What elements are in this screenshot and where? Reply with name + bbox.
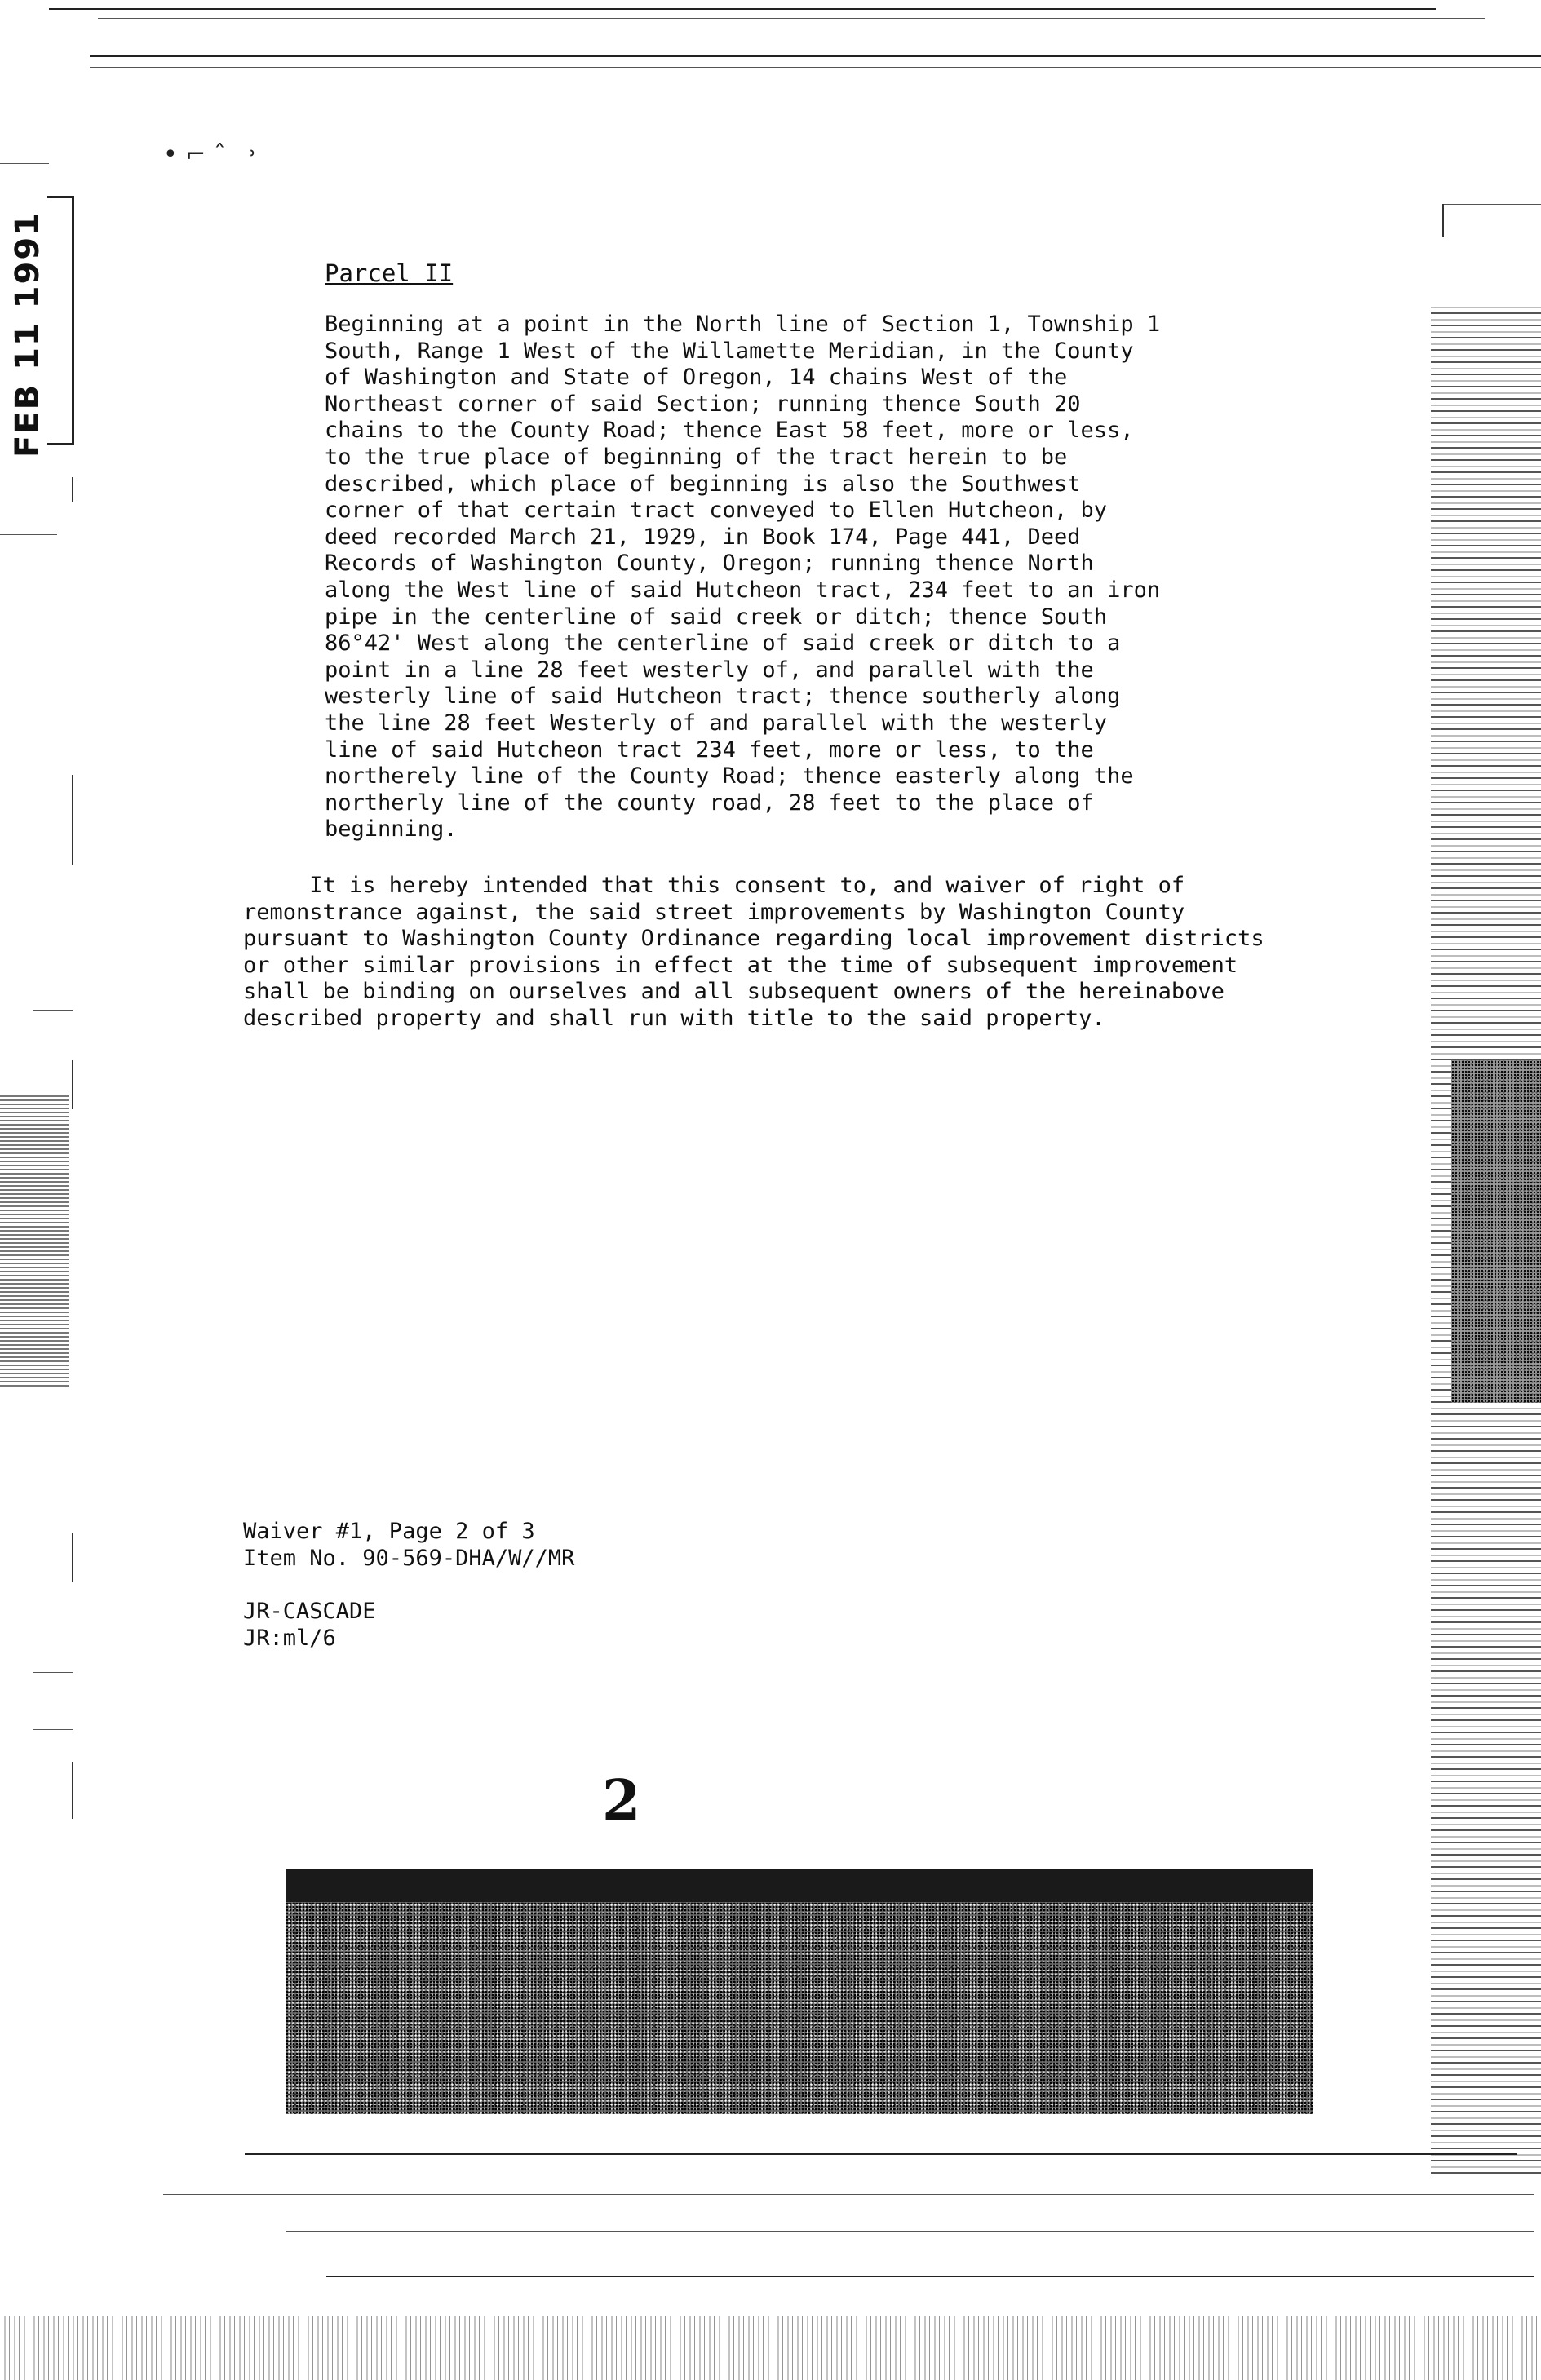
waiver-statement: [243, 873, 1264, 1033]
waiver-line: or other similar provisions in effect at the time of subsequent improvement: [243, 952, 1238, 978]
waiver-line: described property and shall run with title to the said property.: [243, 1005, 1105, 1031]
scan-line: [245, 2153, 1517, 2155]
description-line: point in a line 28 feet westerly of, and parallel with the: [325, 657, 1094, 683]
handwritten-page-number: 2: [602, 1768, 641, 1834]
scan-line: [49, 8, 1436, 10]
scan-line: [163, 2194, 1534, 2195]
waiver-line: It is hereby intended that this consent to, and waiver of right of: [243, 873, 1185, 898]
description-line: pipe in the centerline of said creek or ditch; thence South: [325, 604, 1108, 630]
description-line: South, Range 1 West of the Willamette Meridian, in the County: [325, 338, 1134, 364]
description-line: northerely line of the County Road; thence easterly along the: [325, 763, 1134, 790]
description-line: northerly line of the county road, 28 feet to the place of: [325, 790, 1094, 816]
stamp-bracket: [47, 196, 74, 445]
description-line: westerly line of said Hutcheon tract; thence southerly along: [325, 683, 1121, 710]
scan-line: [90, 55, 1541, 57]
scan-line: [1444, 204, 1541, 205]
scan-noise-block: [286, 1869, 1313, 2114]
scan-line: [98, 18, 1485, 19]
reference-initials: JR:ml/6: [243, 1626, 336, 1651]
scan-noise-right-block: [1451, 1060, 1541, 1403]
description-line: chains to the County Road; thence East 58 feet, more or less,: [325, 418, 1134, 444]
date-stamp-text: FEB 11 1991: [9, 211, 47, 458]
description-line: line of said Hutcheon tract 234 feet, more or less, to the: [325, 737, 1094, 763]
item-number: Item No. 90-569-DHA/W//MR: [243, 1546, 575, 1571]
legal-description: [325, 312, 1160, 843]
waiver-line: remonstrance against, the said street improvements by Washington County: [243, 899, 1185, 925]
description-line: Records of Washington County, Oregon; running thence North: [325, 551, 1094, 577]
parcel-heading: Parcel II: [325, 259, 454, 287]
scan-noise-left: [0, 1093, 69, 1387]
scan-line: [72, 775, 73, 865]
scan-line: [1442, 204, 1444, 237]
description-line: Beginning at a point in the North line of Section 1, Township 1: [325, 312, 1161, 337]
description-line: 86°42' West along the centerline of said creek or ditch to a: [325, 630, 1121, 657]
scan-line: [72, 1060, 73, 1109]
scan-line: [33, 1010, 73, 1011]
scan-line: [33, 1672, 73, 1673]
description-line: to the true place of beginning of the tract herein to be: [325, 444, 1068, 470]
scan-specks: • ⌐ ˆ ˒: [163, 140, 257, 169]
scan-line: [286, 2231, 1534, 2232]
description-line: of Washington and State of Oregon, 14 chains West of the: [325, 365, 1068, 391]
scan-line: [72, 1762, 73, 1819]
waiver-line: shall be binding on ourselves and all subsequent owners of the hereinabove: [243, 979, 1224, 1005]
description-line: deed recorded March 21, 1929, in Book 174, Page 441, Deed: [325, 524, 1081, 550]
description-line: the line 28 feet Westerly of and parallel with the westerly: [325, 710, 1108, 736]
scan-line: [326, 2276, 1534, 2277]
description-line: beginning.: [325, 816, 458, 843]
scan-line: [0, 534, 57, 535]
reference-code: JR-CASCADE: [243, 1599, 376, 1624]
description-line: along the West line of said Hutcheon tract, 234 feet to an iron: [325, 577, 1161, 603]
scan-line: [72, 477, 73, 502]
scan-line: [72, 1533, 73, 1582]
description-line: Northeast corner of said Section; running thence South 20: [325, 391, 1081, 417]
scan-line: [0, 163, 49, 164]
scan-line: [33, 1729, 73, 1730]
waiver-line: pursuant to Washington County Ordinance regarding local improvement districts: [243, 926, 1264, 952]
date-stamp: [8, 211, 47, 458]
scan-line: [90, 67, 1541, 68]
description-line: described, which place of beginning is also the Southwest: [325, 471, 1081, 497]
scan-noise-band: [286, 1869, 1313, 1902]
description-line: corner of that certain tract conveyed to Ellen Hutcheon, by: [325, 498, 1108, 524]
scan-noise-bottom: [0, 2316, 1541, 2380]
waiver-page-reference: Waiver #1, Page 2 of 3: [243, 1519, 535, 1544]
